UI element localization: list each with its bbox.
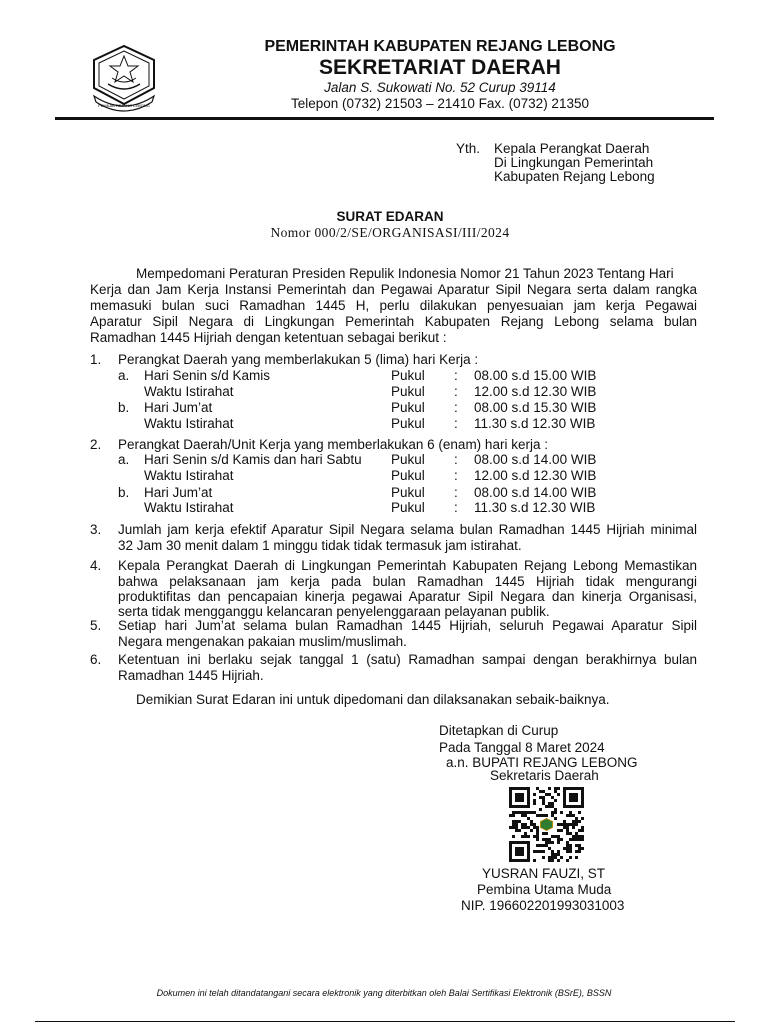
schedule-pukul: Pukul (391, 500, 425, 515)
qr-code-signature-icon (509, 787, 584, 862)
item-number: 4. (90, 558, 102, 573)
schedule-pukul: Pukul (391, 384, 425, 399)
signatory-nip: NIP. 196602201993031003 (461, 898, 625, 913)
schedule-time: 11.30 s.d 12.30 WIB (474, 500, 596, 515)
schedule-label: Hari Jum’at (144, 485, 213, 500)
schedule-time: 12.00 s.d 12.30 WIB (474, 468, 597, 483)
schedule-colon: : (454, 500, 458, 515)
intro-line: Kerja dan Jam Kerja Instansi Pemerintah dan Pegawai Aparatur Sipil Negara serta dalam rangka (90, 282, 697, 297)
schedule-colon: : (454, 368, 458, 383)
item-text: Perangkat Daerah/Unit Kerja yang memberlakukan 6 (enam) hari kerja : (118, 437, 548, 452)
schedule-label: Waktu Istirahat (144, 416, 234, 431)
item-line: serta tidak mengganggu kelancaran penyelenggaraan pelayanan publik. (118, 604, 550, 619)
schedule-time: 11.30 s.d 12.30 WIB (474, 416, 596, 431)
intro-line: Aparatur Sipil Negara di Lingkungan Pemerintah Kabupaten Rejang Lebong selama bulan (90, 314, 697, 329)
letterhead-divider (55, 117, 714, 120)
signature-on-behalf: a.n. BUPATI REJANG LEBONG (446, 755, 638, 770)
item-number: 5. (90, 618, 102, 633)
schedule-label: Waktu Istirahat (144, 468, 234, 483)
item-line: produktifitas dan pencapaian kinerja pegawai Aparatur Sipil Negara dan kinerja Organisasi, (118, 589, 697, 604)
signature-place: Ditetapkan di Curup (439, 723, 559, 738)
electronic-signature-note: Dokumen ini telah ditandatangani secara elektronik yang diterbitkan oleh Balai Sertifikasi Elektronik (BSrE), BSSN (156, 988, 612, 998)
schedule-label: Hari Jum’at (144, 400, 213, 415)
schedule-letter: b. (118, 400, 130, 415)
letter-number: Nomor 000/2/SE/ORGANISASI/III/2024 (270, 225, 510, 240)
item-text: Perangkat Daerah yang memberlakukan 5 (lima) hari Kerja : (118, 352, 479, 367)
signature-date: Pada Tanggal 8 Maret 2024 (439, 740, 605, 755)
schedule-colon: : (454, 400, 458, 415)
footer-divider (35, 1021, 735, 1022)
recipient-line: Kabupaten Rejang Lebong (494, 169, 655, 184)
schedule-colon: : (454, 384, 458, 399)
schedule-colon: : (454, 468, 458, 483)
item-line: 32 Jam 30 menit dalam 1 minggu tidak tidak termasuk jam istirahat. (118, 538, 522, 553)
schedule-time: 08.00 s.d 14.00 WIB (474, 485, 597, 500)
item-number: 1. (90, 352, 102, 367)
regency-emblem-icon (90, 44, 158, 114)
intro-line: Mempedomani Peraturan Presiden Repulik Indonesia Nomor 21 Tahun 2023 Tentang Hari (136, 266, 674, 281)
schedule-letter: a. (118, 452, 130, 467)
closing-text: Demikian Surat Edaran ini untuk dipedomani dan dilaksanakan sebaik-baiknya. (136, 692, 610, 707)
intro-line: Ramadhan 1445 Hijriah dengan ketentuan sebagai berikut : (90, 330, 447, 345)
schedule-letter: a. (118, 368, 130, 383)
letterhead-phone: Telepon (0732) 21503 – 21410 Fax. (0732) 21350 (291, 96, 589, 111)
schedule-label: Hari Senin s/d Kamis dan hari Sabtu (144, 452, 362, 467)
recipient-prefix: Yth. (456, 141, 481, 156)
schedule-pukul: Pukul (391, 485, 425, 500)
signatory-rank: Pembina Utama Muda (477, 882, 612, 897)
letterhead-government: PEMERINTAH KABUPATEN REJANG LEBONG (264, 38, 616, 55)
item-line: bahwa pelaksanaan jam kerja pada bulan Ramadhan 1445 Hijriah tidak mengurangi (118, 574, 697, 589)
item-line: Ramadhan 1445 Hijriah. (118, 668, 264, 683)
schedule-colon: : (454, 485, 458, 500)
item-line: Jumlah jam kerja efektif Aparatur Sipil Negara selama bulan Ramadhan 1445 Hijriah minimal (118, 522, 697, 537)
schedule-pukul: Pukul (391, 400, 425, 415)
schedule-pukul: Pukul (391, 368, 425, 383)
schedule-pukul: Pukul (391, 416, 425, 431)
schedule-time: 08.00 s.d 15.30 WIB (474, 400, 597, 415)
signatory-name: YUSRAN FAUZI, ST (482, 866, 606, 881)
schedule-label: Hari Senin s/d Kamis (144, 368, 271, 383)
letterhead-office: SEKRETARIAT DAERAH (319, 56, 561, 79)
item-number: 6. (90, 652, 102, 667)
schedule-label: Waktu Istirahat (144, 384, 234, 399)
schedule-time: 12.00 s.d 12.30 WIB (474, 384, 597, 399)
item-line: Negara mengenakan pakaian muslim/muslimah. (118, 634, 407, 649)
intro-line: memasuki bulan suci Ramadhan 1445 H, perlu dilakukan penyesuaian jam kerja Pegawai (90, 298, 697, 313)
schedule-pukul: Pukul (391, 452, 425, 467)
item-number: 3. (90, 522, 102, 537)
letter-title: SURAT EDARAN (336, 209, 444, 224)
schedule-time: 08.00 s.d 15.00 WIB (474, 368, 597, 383)
item-line: Ketentuan ini berlaku sejak tanggal 1 (satu) Ramadhan sampai dengan berakhirnya bulan (118, 652, 697, 667)
item-line: Setiap hari Jum’at selama bulan Ramadhan 1445 Hijriah, seluruh Pegawai Aparatur Sipil (118, 618, 697, 633)
schedule-colon: : (454, 452, 458, 467)
schedule-pukul: Pukul (391, 468, 425, 483)
recipient-line: Kepala Perangkat Daerah (494, 141, 650, 156)
schedule-colon: : (454, 416, 458, 431)
schedule-label: Waktu Istirahat (144, 500, 234, 515)
schedule-time: 08.00 s.d 14.00 WIB (474, 452, 597, 467)
item-number: 2. (90, 437, 102, 452)
emblem-ribbon-text: PEMKAB REJANG LEBONG (98, 103, 150, 108)
letterhead-address: Jalan S. Sukowati No. 52 Curup 39114 (324, 80, 556, 95)
signature-position: Sekretaris Daerah (490, 768, 599, 783)
schedule-letter: b. (118, 485, 130, 500)
recipient-line: Di Lingkungan Pemerintah (494, 155, 654, 170)
item-line: Kepala Perangkat Daerah di Lingkungan Pemerintah Kabupaten Rejang Lebong Memastikan (118, 558, 697, 573)
